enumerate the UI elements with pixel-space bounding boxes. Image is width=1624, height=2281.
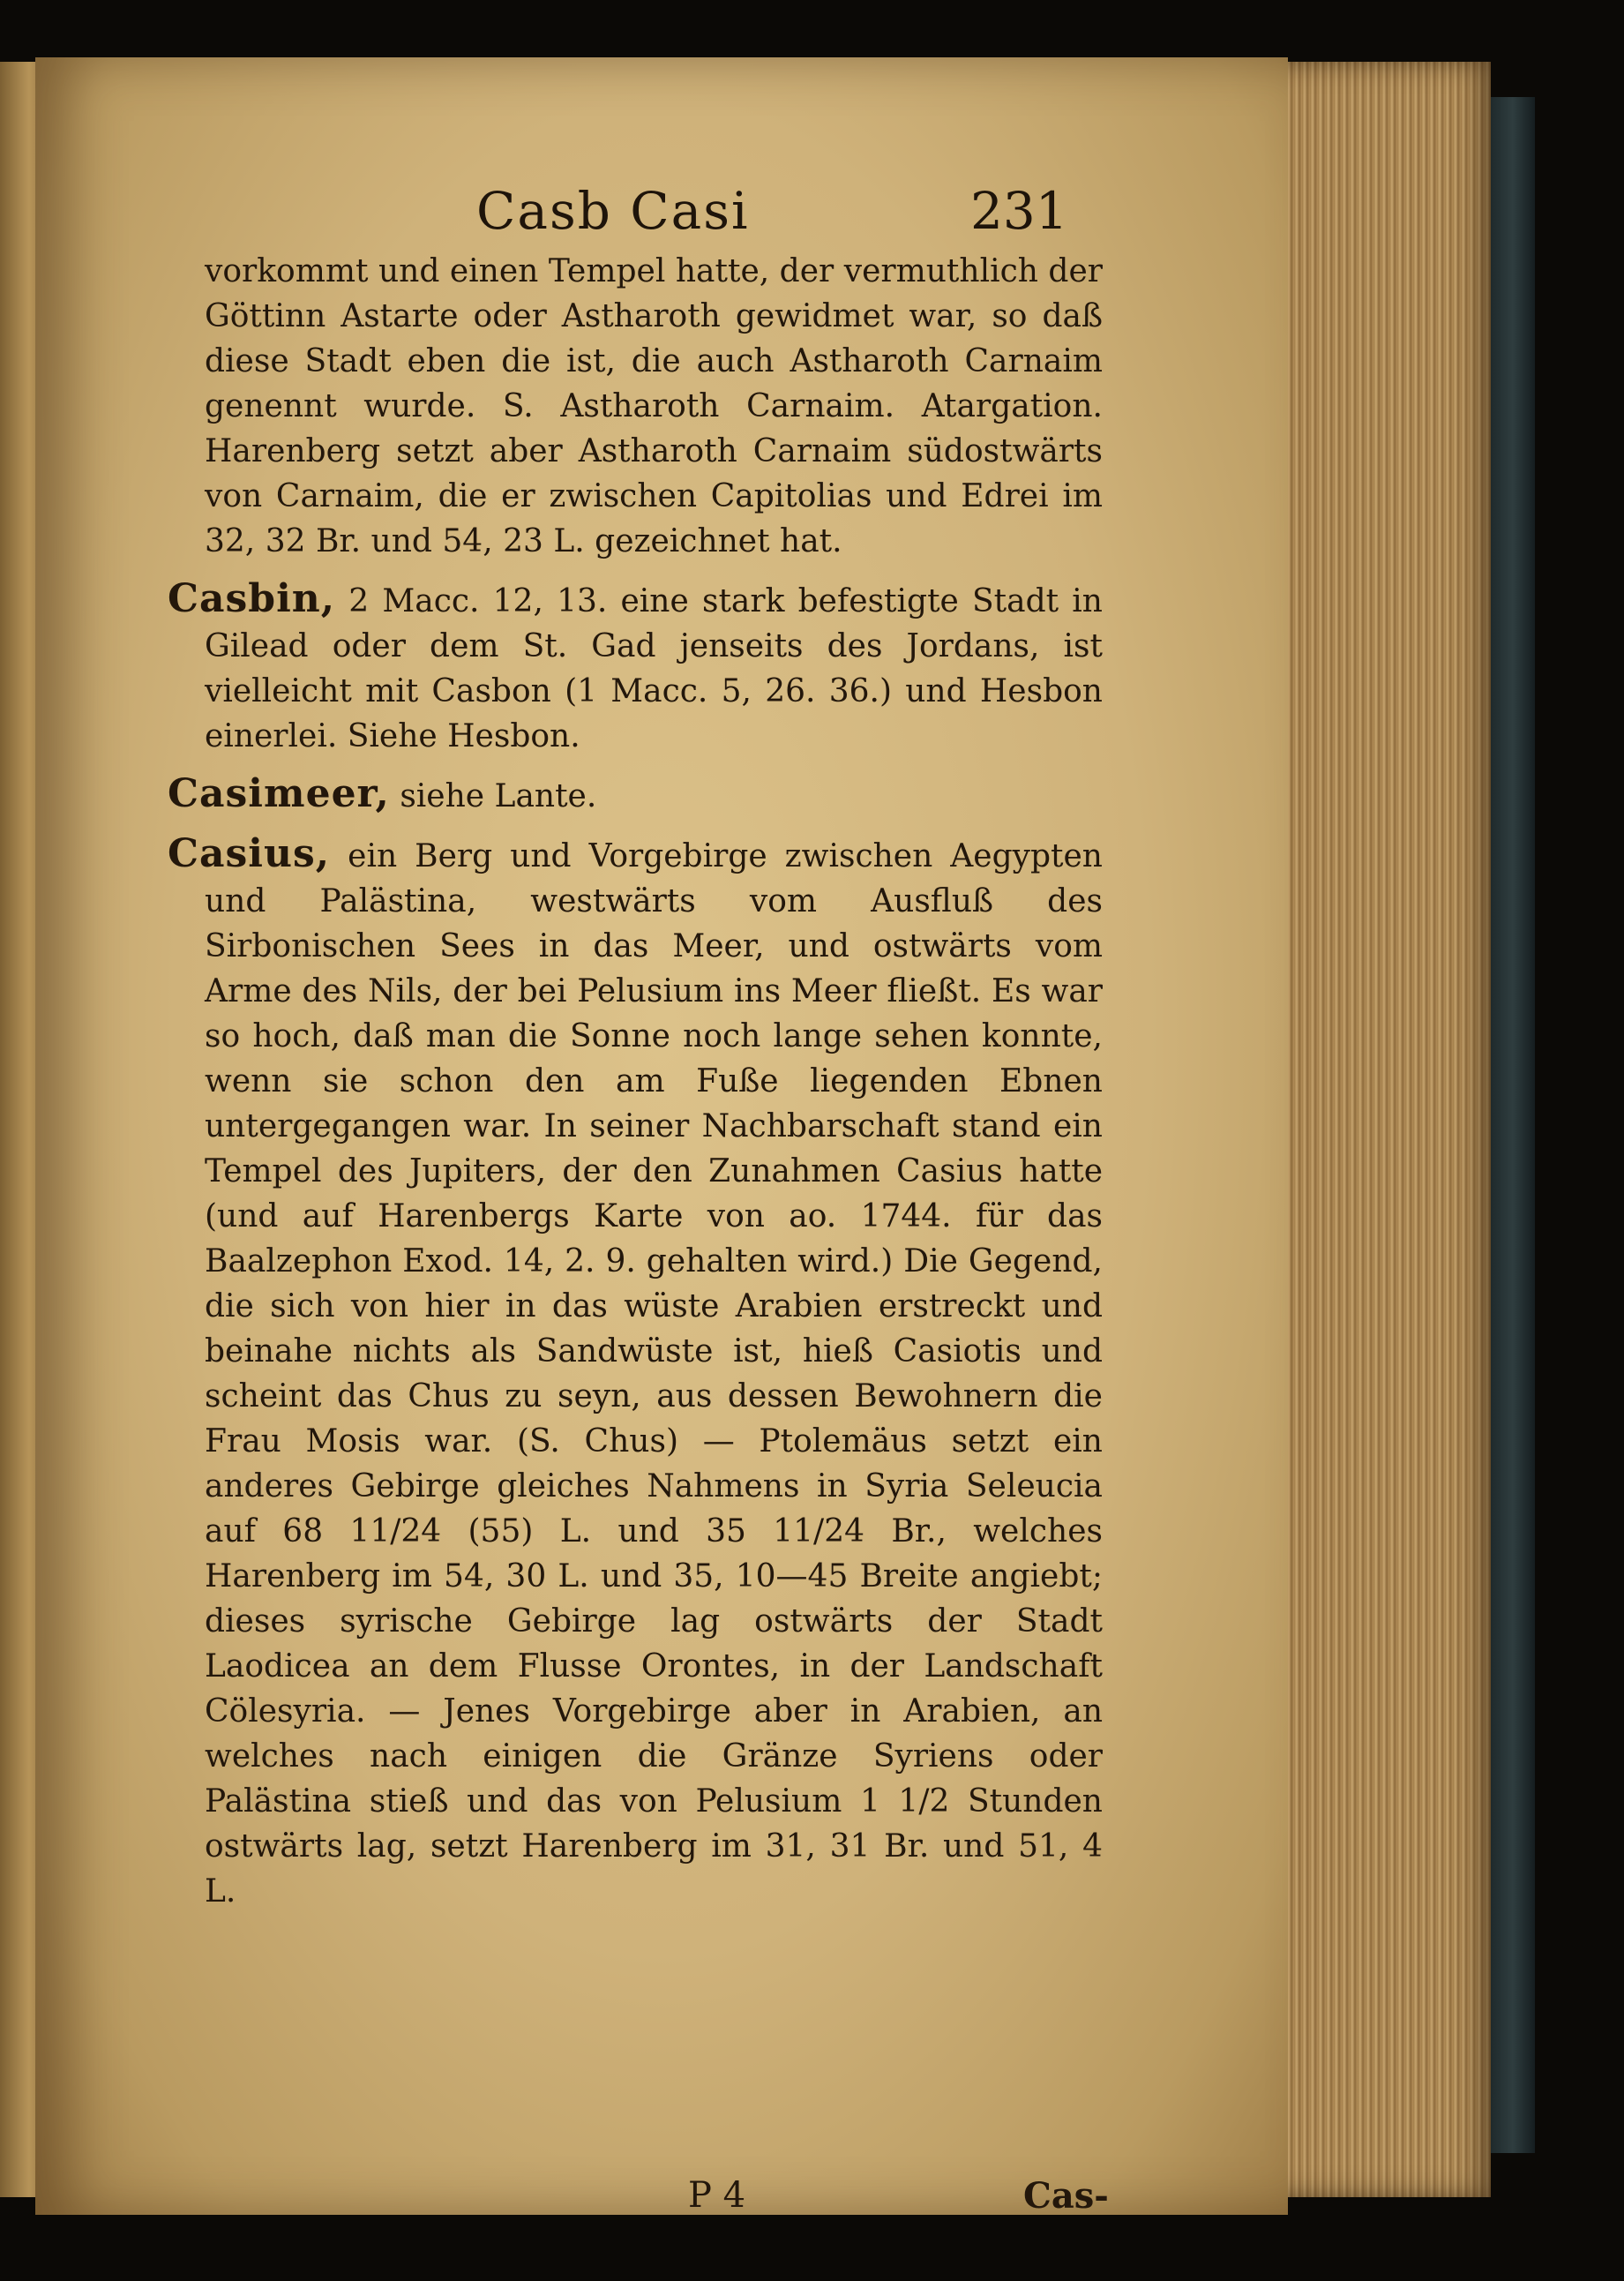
entry-keyword: Casimeer, (168, 771, 390, 816)
entry-keyword: Casius, (168, 831, 331, 876)
catchword: Cas- (1023, 2175, 1109, 2217)
page-header (0, 181, 1624, 251)
entry-keyword: Casbin, (168, 576, 336, 621)
signature-mark: P 4 (688, 2175, 746, 2216)
book-cover-board (1491, 97, 1535, 2153)
entry-casbin (168, 576, 1103, 759)
page-number: 231 (970, 181, 1068, 241)
page-footer (0, 2175, 1624, 2228)
running-head: Casb Casi (476, 181, 750, 241)
entry-continuation (168, 249, 1103, 564)
entry-text: ein Berg und Vorgebirge zwischen Aegypten und Palästina, westwärts vom Ausfluß des Sirbonischen Sees in das Meer, und ostwärts vom Arme des Nils, der bei Pelusium ins Meer fließt. Es war so hoch, daß man die Sonne noch lange sehen konnte, wenn sie schon den am Fuße liegenden Ebnen untergegangen war. In seiner Nachbarschaft stand ein Tempel des Jupiters, der den Zunahmen Casius hatte (und auf Harenbergs Karte von ao. 1744. für das Baalzephon Exod. 14, 2. 9. gehalten wird.) Die Gegend, die sich von hier in das wüste Arabien erstreckt und beinahe nichts als Sandwüste ist, hieß Casiotis und scheint das Chus zu seyn, aus dessen Bewohnern die Frau Mosis war. (S. Chus) — Ptolemäus setzt ein anderes Gebirge gleiches Nahmens in Syria Seleucia auf 68 11/24 (55) L. und 35 11/24 Br., welches Harenberg im 54, 30 L. und 35, 10—45 Breite angiebt; dieses syrische Gebirge lag ostwärts der Stadt Laodicea an dem Flusse Orontes, in der Landschaft Cölesyria. — Jenes Vorgebirge aber in Arabien, an welches nach einigen die Gränze Syriens oder Palästina stieß und das von Pelusium 1 1/2 Stunden ostwärts lag, setzt Harenberg im 31, 31 Br. und 51, 4 L. (205, 838, 1103, 1910)
entry-casius (168, 831, 1103, 1914)
page-body (168, 249, 1103, 1926)
page-block-edge (1270, 62, 1491, 2197)
entry-text: 2 Macc. 12, 13. eine stark befestigte Stadt in Gilead oder dem St. Gad jenseits des Jordans, ist vielleicht mit Casbon (1 Macc. 5, 26. 36.) und Hesbon einerlei. Siehe Hesbon. (205, 583, 1103, 754)
entry-casimeer (168, 771, 1103, 819)
entry-text: siehe Lante. (400, 778, 597, 814)
entry-text: vorkommt und einen Tempel hatte, der vermuthlich der Göttinn Astarte oder Astharoth gewidmet war, so daß diese Stadt eben die ist, die auch Astharoth Carnaim genennt wurde. S. Astharoth Carnaim. Atargation. Harenberg setzt aber Astharoth Carnaim südostwärts von Carnaim, die er zwischen Capitolias und Edrei im 32, 32 Br. und 54, 23 L. gezeichnet hat. (205, 253, 1103, 559)
